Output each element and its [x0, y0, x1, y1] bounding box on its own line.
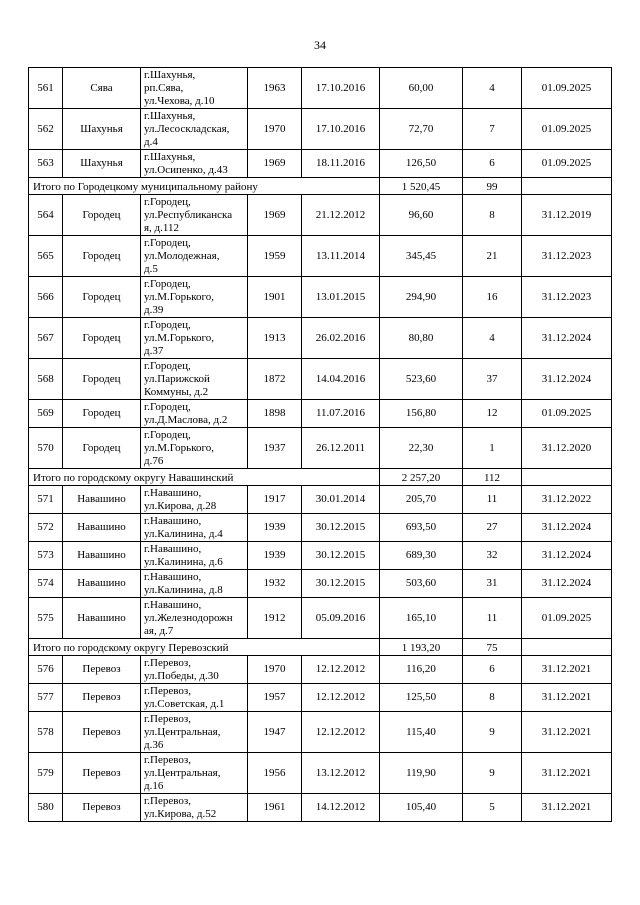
- address: [141, 486, 248, 514]
- deadline: 31.12.2024: [522, 570, 612, 598]
- deadline: 01.09.2025: [522, 598, 612, 639]
- table-row: [29, 656, 612, 684]
- address: [141, 542, 248, 570]
- residents-count: 4: [463, 318, 522, 359]
- total-area: 1 193,20: [380, 639, 463, 656]
- deadline: 31.12.2024: [522, 318, 612, 359]
- recognition-date: 13.01.2015: [302, 277, 380, 318]
- table-row: [29, 318, 612, 359]
- address-line: Коммуны, д.2: [144, 385, 209, 398]
- recognition-date: 17.10.2016: [302, 68, 380, 109]
- settlement: Шахунья: [63, 109, 141, 150]
- table-row: [29, 514, 612, 542]
- recognition-date: 12.12.2012: [302, 712, 380, 753]
- build-year: 1937: [248, 428, 302, 469]
- settlement: Перевоз: [63, 712, 141, 753]
- address-line: г.Перевоз,: [144, 753, 191, 766]
- build-year: 1947: [248, 712, 302, 753]
- recognition-date: 14.12.2012: [302, 794, 380, 822]
- settlement: Городец: [63, 236, 141, 277]
- settlement: Городец: [63, 400, 141, 428]
- build-year: 1939: [248, 514, 302, 542]
- address-line: ул.Центральная,: [144, 766, 221, 779]
- recognition-date: 21.12.2012: [302, 195, 380, 236]
- area: 115,40: [380, 712, 463, 753]
- total-count: 99: [463, 178, 522, 195]
- address-line: г.Городец,: [144, 400, 191, 413]
- address: [141, 656, 248, 684]
- address: [141, 684, 248, 712]
- deadline: 31.12.2021: [522, 712, 612, 753]
- row-number: 578: [29, 712, 63, 753]
- address: [141, 753, 248, 794]
- total-empty: [522, 178, 612, 195]
- address-line: д.39: [144, 303, 164, 316]
- table-row: [29, 794, 612, 822]
- address-line: г.Шахунья,: [144, 68, 196, 81]
- address-line: г.Навашино,: [144, 570, 202, 583]
- settlement: Городец: [63, 277, 141, 318]
- build-year: 1969: [248, 195, 302, 236]
- address-line: д.4: [144, 135, 158, 148]
- settlement: Навашино: [63, 598, 141, 639]
- row-number: 577: [29, 684, 63, 712]
- total-row: [29, 639, 612, 656]
- address-line: д.37: [144, 344, 164, 357]
- residents-count: 5: [463, 794, 522, 822]
- build-year: 1913: [248, 318, 302, 359]
- address-line: г.Городец,: [144, 359, 191, 372]
- table-row: [29, 109, 612, 150]
- table-row: [29, 150, 612, 178]
- residents-count: 4: [463, 68, 522, 109]
- row-number: 563: [29, 150, 63, 178]
- recognition-date: 14.04.2016: [302, 359, 380, 400]
- deadline: 01.09.2025: [522, 109, 612, 150]
- address-line: ул.Молодежная,: [144, 249, 220, 262]
- deadline: 31.12.2021: [522, 656, 612, 684]
- address-line: г.Городец,: [144, 318, 191, 331]
- total-empty: [522, 469, 612, 486]
- settlement: Перевоз: [63, 753, 141, 794]
- residents-count: 8: [463, 195, 522, 236]
- area: 689,30: [380, 542, 463, 570]
- row-number: 573: [29, 542, 63, 570]
- address: [141, 236, 248, 277]
- residents-count: 11: [463, 486, 522, 514]
- residents-count: 27: [463, 514, 522, 542]
- area: 693,50: [380, 514, 463, 542]
- build-year: 1959: [248, 236, 302, 277]
- total-empty: [522, 639, 612, 656]
- settlement: Городец: [63, 318, 141, 359]
- table-row: [29, 542, 612, 570]
- deadline: 01.09.2025: [522, 150, 612, 178]
- area: 96,60: [380, 195, 463, 236]
- recognition-date: 12.12.2012: [302, 656, 380, 684]
- settlement: Городец: [63, 359, 141, 400]
- address-line: ул.Калинина, д.8: [144, 583, 223, 596]
- address-line: рп.Сява,: [144, 81, 184, 94]
- recognition-date: 13.12.2012: [302, 753, 380, 794]
- residents-count: 1: [463, 428, 522, 469]
- table-row: [29, 598, 612, 639]
- settlement: Сява: [63, 68, 141, 109]
- total-label: Итого по городскому округу Перевозский: [29, 639, 380, 656]
- area: 126,50: [380, 150, 463, 178]
- table-row: [29, 712, 612, 753]
- recognition-date: 26.02.2016: [302, 318, 380, 359]
- total-count: 112: [463, 469, 522, 486]
- address-line: ая, д.7: [144, 624, 174, 637]
- total-row: [29, 178, 612, 195]
- address-line: г.Шахунья,: [144, 150, 196, 163]
- address: [141, 712, 248, 753]
- residents-count: 11: [463, 598, 522, 639]
- total-area: 2 257,20: [380, 469, 463, 486]
- address-line: ул.Калинина, д.4: [144, 527, 223, 540]
- address-line: ул.Осипенко, д.43: [144, 163, 228, 176]
- total-count: 75: [463, 639, 522, 656]
- address-line: ул.Парижской: [144, 372, 210, 385]
- build-year: 1901: [248, 277, 302, 318]
- row-number: 574: [29, 570, 63, 598]
- address-line: ул.Советская, д.1: [144, 697, 225, 710]
- address-line: ул.Кирова, д.28: [144, 499, 217, 512]
- address-line: ул.Д.Маслова, д.2: [144, 413, 228, 426]
- deadline: 31.12.2024: [522, 542, 612, 570]
- settlement: Перевоз: [63, 794, 141, 822]
- residents-count: 7: [463, 109, 522, 150]
- row-number: 575: [29, 598, 63, 639]
- settlement: Перевоз: [63, 656, 141, 684]
- recognition-date: 30.12.2015: [302, 542, 380, 570]
- address-line: ул.Железнодорожн: [144, 611, 233, 624]
- settlement: Навашино: [63, 486, 141, 514]
- address-line: г.Перевоз,: [144, 794, 191, 807]
- settlement: Навашино: [63, 570, 141, 598]
- residents-count: 21: [463, 236, 522, 277]
- deadline: 31.12.2023: [522, 277, 612, 318]
- area: 116,20: [380, 656, 463, 684]
- table-row: [29, 195, 612, 236]
- area: 105,40: [380, 794, 463, 822]
- build-year: 1932: [248, 570, 302, 598]
- build-year: 1939: [248, 542, 302, 570]
- row-number: 579: [29, 753, 63, 794]
- address-line: г.Городец,: [144, 195, 191, 208]
- row-number: 564: [29, 195, 63, 236]
- area: 205,70: [380, 486, 463, 514]
- table-row: [29, 486, 612, 514]
- recognition-date: 26.12.2011: [302, 428, 380, 469]
- row-number: 566: [29, 277, 63, 318]
- address-line: д.36: [144, 738, 164, 751]
- recognition-date: 13.11.2014: [302, 236, 380, 277]
- address: [141, 68, 248, 109]
- row-number: 561: [29, 68, 63, 109]
- row-number: 571: [29, 486, 63, 514]
- address: [141, 195, 248, 236]
- table-row: [29, 400, 612, 428]
- address: [141, 277, 248, 318]
- deadline: 31.12.2019: [522, 195, 612, 236]
- residents-count: 32: [463, 542, 522, 570]
- row-number: 570: [29, 428, 63, 469]
- table-row: [29, 277, 612, 318]
- address-line: д.16: [144, 779, 164, 792]
- area: 294,90: [380, 277, 463, 318]
- build-year: 1961: [248, 794, 302, 822]
- recognition-date: 11.07.2016: [302, 400, 380, 428]
- address-line: ул.Кирова, д.52: [144, 807, 217, 820]
- total-row: [29, 469, 612, 486]
- area: 156,80: [380, 400, 463, 428]
- deadline: 01.09.2025: [522, 68, 612, 109]
- area: 523,60: [380, 359, 463, 400]
- deadline: 31.12.2024: [522, 514, 612, 542]
- address-line: ул.Победы, д.30: [144, 669, 219, 682]
- address: [141, 598, 248, 639]
- build-year: 1898: [248, 400, 302, 428]
- table-row: [29, 428, 612, 469]
- residents-count: 6: [463, 656, 522, 684]
- address-line: я, д.112: [144, 221, 179, 234]
- settlement: Городец: [63, 428, 141, 469]
- row-number: 565: [29, 236, 63, 277]
- address-line: г.Перевоз,: [144, 684, 191, 697]
- address: [141, 400, 248, 428]
- row-number: 568: [29, 359, 63, 400]
- area: 125,50: [380, 684, 463, 712]
- deadline: 31.12.2024: [522, 359, 612, 400]
- housing-table: [28, 67, 612, 822]
- build-year: 1917: [248, 486, 302, 514]
- deadline: 31.12.2023: [522, 236, 612, 277]
- area: 503,60: [380, 570, 463, 598]
- settlement: Перевоз: [63, 684, 141, 712]
- build-year: 1872: [248, 359, 302, 400]
- build-year: 1963: [248, 68, 302, 109]
- address-line: г.Навашино,: [144, 486, 202, 499]
- address-line: г.Навашино,: [144, 598, 202, 611]
- row-number: 562: [29, 109, 63, 150]
- address: [141, 109, 248, 150]
- address-line: г.Перевоз,: [144, 656, 191, 669]
- table-body: [29, 68, 612, 822]
- address-line: д.76: [144, 454, 164, 467]
- address-line: г.Перевоз,: [144, 712, 191, 725]
- deadline: 31.12.2022: [522, 486, 612, 514]
- residents-count: 31: [463, 570, 522, 598]
- build-year: 1970: [248, 656, 302, 684]
- address: [141, 794, 248, 822]
- address-line: г.Городец,: [144, 428, 191, 441]
- row-number: 576: [29, 656, 63, 684]
- recognition-date: 12.12.2012: [302, 684, 380, 712]
- settlement: Городец: [63, 195, 141, 236]
- recognition-date: 30.01.2014: [302, 486, 380, 514]
- deadline: 31.12.2021: [522, 753, 612, 794]
- total-area: 1 520,45: [380, 178, 463, 195]
- settlement: Навашино: [63, 514, 141, 542]
- deadline: 31.12.2021: [522, 684, 612, 712]
- row-number: 572: [29, 514, 63, 542]
- page-number: 34: [314, 38, 326, 52]
- address: [141, 359, 248, 400]
- area: 165,10: [380, 598, 463, 639]
- deadline: 31.12.2020: [522, 428, 612, 469]
- area: 345,45: [380, 236, 463, 277]
- address-line: г.Навашино,: [144, 542, 202, 555]
- total-label: Итого по городскому округу Навашинский: [29, 469, 380, 486]
- build-year: 1957: [248, 684, 302, 712]
- address-line: ул.М.Горького,: [144, 441, 214, 454]
- address-line: ул.Калинина, д.6: [144, 555, 223, 568]
- table-row: [29, 236, 612, 277]
- address-line: г.Городец,: [144, 236, 191, 249]
- address: [141, 150, 248, 178]
- total-label: Итого по Городецкому муниципальному району: [29, 178, 380, 195]
- row-number: 569: [29, 400, 63, 428]
- area: 60,00: [380, 68, 463, 109]
- address-line: г.Городец,: [144, 277, 191, 290]
- deadline: 01.09.2025: [522, 400, 612, 428]
- table-row: [29, 359, 612, 400]
- area: 72,70: [380, 109, 463, 150]
- address-line: г.Шахунья,: [144, 109, 196, 122]
- recognition-date: 30.12.2015: [302, 570, 380, 598]
- settlement: Навашино: [63, 542, 141, 570]
- recognition-date: 18.11.2016: [302, 150, 380, 178]
- residents-count: 12: [463, 400, 522, 428]
- recognition-date: 17.10.2016: [302, 109, 380, 150]
- table-row: [29, 570, 612, 598]
- address-line: г.Навашино,: [144, 514, 202, 527]
- residents-count: 16: [463, 277, 522, 318]
- address-line: ул.Республиканска: [144, 208, 233, 221]
- address-line: д.5: [144, 262, 158, 275]
- build-year: 1956: [248, 753, 302, 794]
- residents-count: 6: [463, 150, 522, 178]
- build-year: 1970: [248, 109, 302, 150]
- address-line: ул.М.Горького,: [144, 331, 214, 344]
- address-line: ул.Центральная,: [144, 725, 221, 738]
- residents-count: 8: [463, 684, 522, 712]
- address-line: ул.Лесоскладская,: [144, 122, 230, 135]
- recognition-date: 30.12.2015: [302, 514, 380, 542]
- address: [141, 428, 248, 469]
- table-row: [29, 753, 612, 794]
- area: 80,80: [380, 318, 463, 359]
- address-line: ул.Чехова, д.10: [144, 94, 215, 107]
- address: [141, 570, 248, 598]
- residents-count: 37: [463, 359, 522, 400]
- recognition-date: 05.09.2016: [302, 598, 380, 639]
- area: 119,90: [380, 753, 463, 794]
- address-line: ул.М.Горького,: [144, 290, 214, 303]
- table-row: [29, 684, 612, 712]
- row-number: 567: [29, 318, 63, 359]
- residents-count: 9: [463, 753, 522, 794]
- deadline: 31.12.2021: [522, 794, 612, 822]
- address: [141, 514, 248, 542]
- settlement: Шахунья: [63, 150, 141, 178]
- build-year: 1912: [248, 598, 302, 639]
- area: 22,30: [380, 428, 463, 469]
- address: [141, 318, 248, 359]
- table-row: [29, 68, 612, 109]
- build-year: 1969: [248, 150, 302, 178]
- row-number: 580: [29, 794, 63, 822]
- residents-count: 9: [463, 712, 522, 753]
